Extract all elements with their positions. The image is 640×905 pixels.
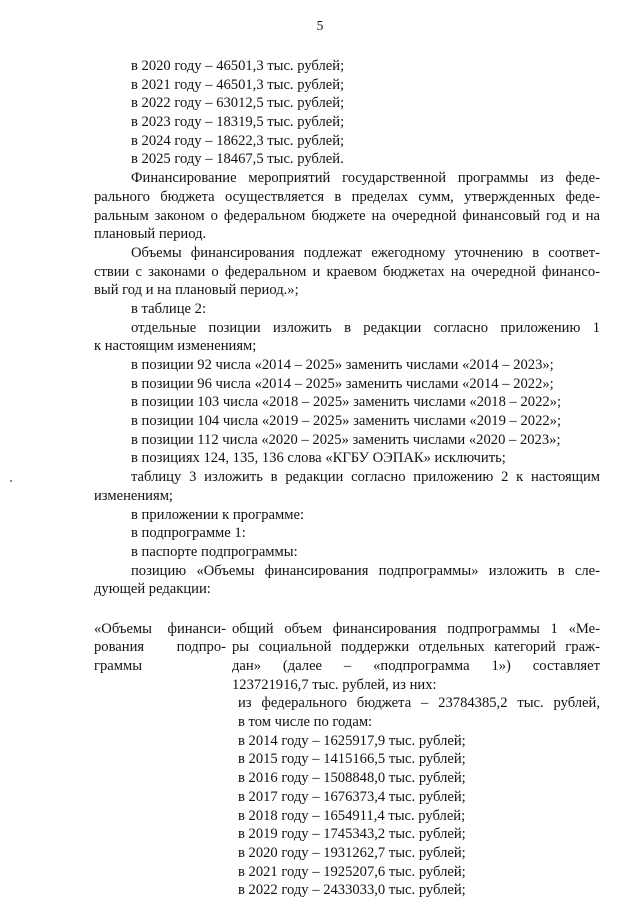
funding-by-year-list <box>94 57 600 169</box>
paragraph-table3 <box>94 468 600 505</box>
table-right-line: из федерального бюджета – 23784385,2 тыс. рублей, <box>238 695 600 712</box>
financing-volume-table <box>94 620 600 900</box>
table-left-line: граммы <box>94 658 143 674</box>
scan-speck <box>10 480 12 482</box>
paragraph-line: таблицу 3 изложить в редакции согласно приложению 2 к настоящим <box>131 469 600 486</box>
paragraph-line: дующей редакции: <box>94 581 211 598</box>
paragraph-line: Объемы финансирования подлежат ежегодному уточнению в соответ- <box>131 244 600 261</box>
list-item: в 2020 году – 46501,3 тыс. рублей; <box>131 58 345 74</box>
list-item: в 2021 году – 46501,3 тыс. рублей; <box>131 76 345 93</box>
list-item: в 2024 году – 18622,3 тыс. рублей; <box>131 132 345 149</box>
list-item: в позиции 104 числа «2019 – 2025» заменить числами «2019 – 2022»; <box>131 413 562 430</box>
list-item: в подпрограмме 1: <box>131 525 246 542</box>
page-number: 5 <box>316 18 324 33</box>
table-left-line: рования подпро- <box>94 639 226 656</box>
appendix-lines <box>94 506 600 562</box>
document-body <box>94 57 600 900</box>
spacer <box>94 599 600 618</box>
paragraph-line: изменениям; <box>94 487 173 504</box>
year-amount: в 2014 году – 1625917,9 тыс. рублей; <box>238 732 466 749</box>
paragraph-line: Финансирование мероприятий государственной программы из феде- <box>131 170 600 187</box>
list-item: в 2023 году – 18319,5 тыс. рублей; <box>131 114 345 131</box>
list-item: в позиции 92 числа «2014 – 2025» заменить числами «2014 – 2023»; <box>131 357 554 373</box>
year-amount: в 2018 году – 1654911,4 тыс. рублей; <box>238 807 466 824</box>
table-right-line: ры социальной поддержки отдельных категорий граж- <box>232 639 600 656</box>
year-amount: в 2022 году – 2433033,0 тыс. рублей; <box>238 882 466 899</box>
table-left-line: «Объемы финанси- <box>94 620 226 637</box>
table2-intro: в таблице 2: <box>131 300 207 317</box>
paragraph-line: к настоящим изменениям; <box>94 338 257 355</box>
year-amount: в 2020 году – 1931262,7 тыс. рублей; <box>238 844 466 861</box>
year-amount: в 2015 году – 1415166,5 тыс. рублей; <box>238 751 466 768</box>
year-amount: в 2021 году – 1925207,6 тыс. рублей; <box>238 863 466 880</box>
table-right-line: 123721916,7 тыс. рублей, из них: <box>232 676 437 693</box>
list-item: в позиции 96 числа «2014 – 2025» заменить числами «2014 – 2022»; <box>131 375 554 392</box>
paragraph-federal-financing <box>94 169 600 244</box>
position-changes-list <box>94 356 600 468</box>
paragraph-line: позицию «Объемы финансирования подпрограммы» изложить в сле- <box>131 562 600 579</box>
list-item: в позиции 112 числа «2020 – 2025» заменить числами «2020 – 2023»; <box>131 431 561 448</box>
paragraph-line: рального бюджета осуществляется в пределах сумм, утвержденных феде- <box>94 188 600 205</box>
year-amount: в 2017 году – 1676373,4 тыс. рублей; <box>238 788 466 805</box>
paragraph-annual-adjustment <box>94 244 600 300</box>
list-item: в позиции 103 числа «2018 – 2025» заменить числами «2018 – 2022»; <box>131 394 562 411</box>
year-amount: в 2019 году – 1745343,2 тыс. рублей; <box>238 826 466 843</box>
paragraph-separate-positions <box>94 319 600 356</box>
list-item: в позициях 124, 135, 136 слова «КГБУ ОЭПАК» исключить; <box>131 450 506 467</box>
table-right-line: дан» (далее – «подпрограмма 1») составляет <box>232 658 600 674</box>
paragraph-line: ствии с законами о федеральном и краевом бюджетах на очередной финансо- <box>94 263 600 280</box>
paragraph-line: вый год и на плановый период.»; <box>94 282 299 299</box>
table-right-cell <box>232 620 600 900</box>
table-left-cell <box>94 620 226 900</box>
year-amount: в 2016 году – 1508848,0 тыс. рублей; <box>238 770 466 787</box>
paragraph-line: ральным законом о федеральном бюджете на очередной финансовый год и на <box>94 207 600 224</box>
list-item: в приложении к программе: <box>131 506 305 523</box>
paragraph-line: отдельные позиции изложить в редакции согласно приложению 1 <box>131 319 600 336</box>
table-right-line: общий объем финансирования подпрограммы 1 «Ме- <box>232 620 600 637</box>
list-item: в 2022 году – 63012,5 тыс. рублей; <box>131 95 345 112</box>
list-item: в 2025 году – 18467,5 тыс. рублей. <box>131 151 344 168</box>
list-item: в паспорте подпрограммы: <box>131 543 298 560</box>
paragraph-position-wording <box>94 562 600 599</box>
table-right-line: в том числе по годам: <box>238 714 373 731</box>
paragraph-line: плановый период. <box>94 226 207 243</box>
